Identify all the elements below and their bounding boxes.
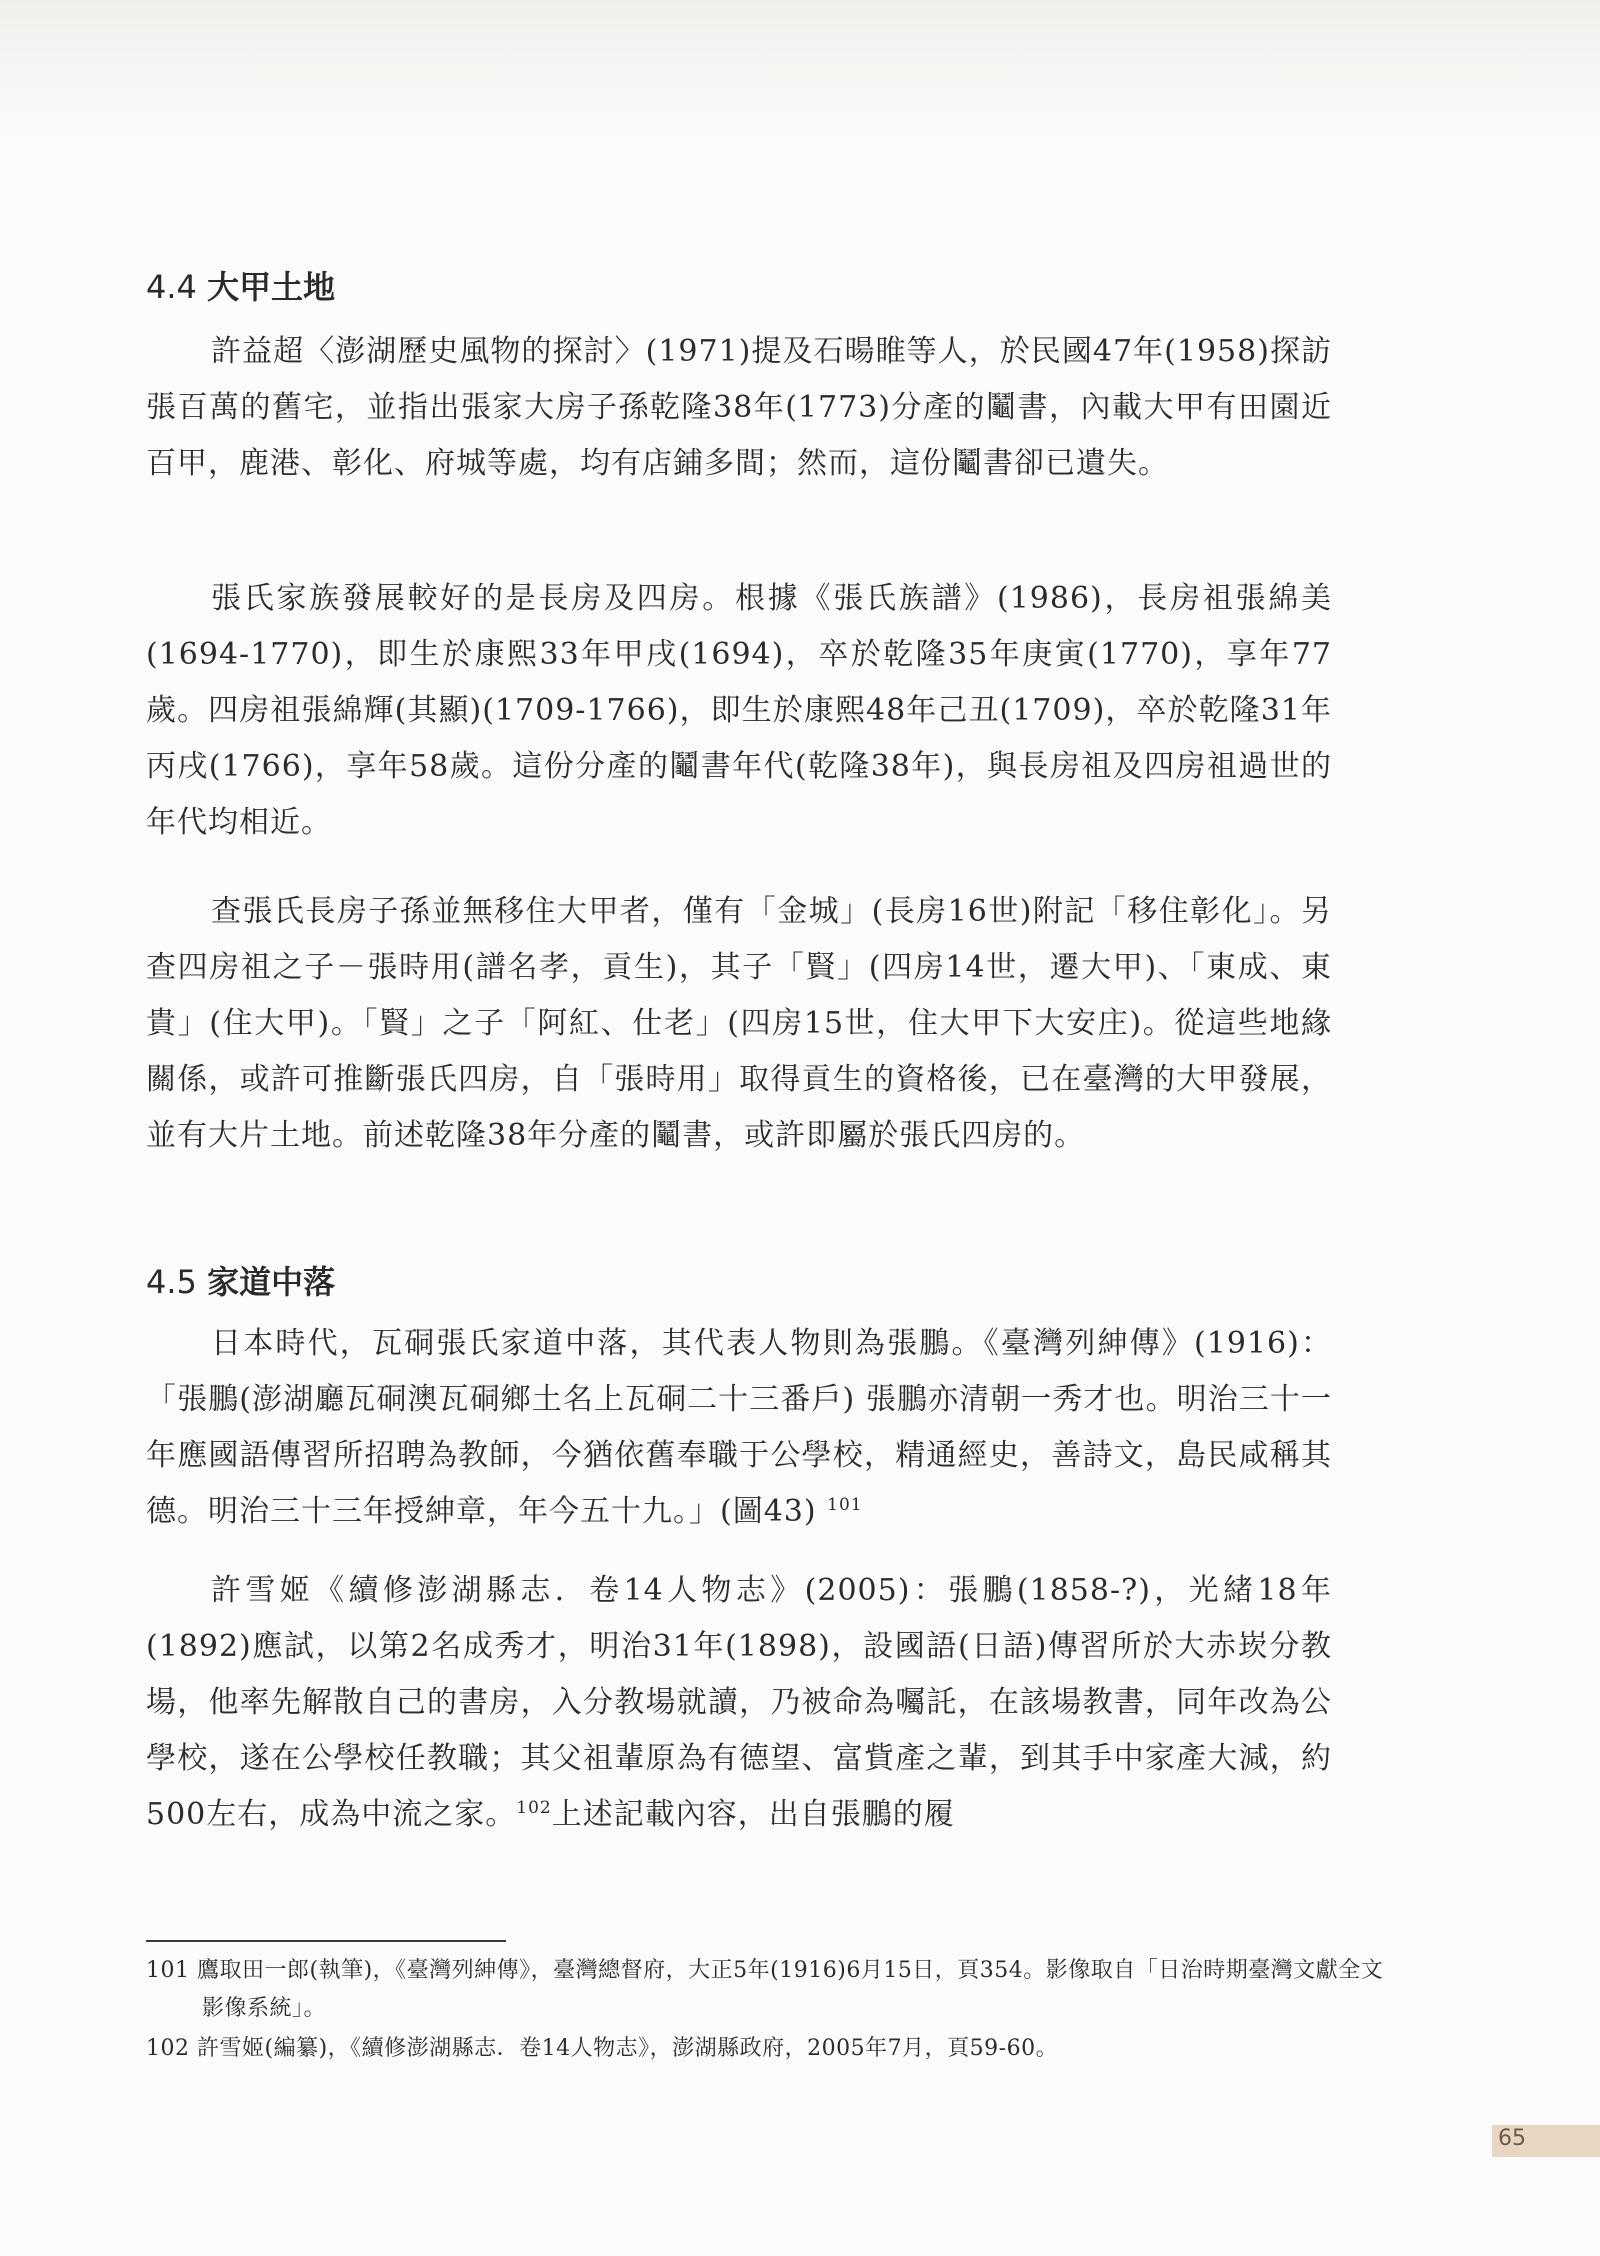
section-number: 4.4	[146, 268, 197, 306]
footnote-reference[interactable]: 101	[827, 1495, 863, 1515]
footnote-text: 許雪姬(編纂)，《續修澎湖縣志．卷14人物志》，澎湖縣政府，2005年7月，頁59-60。	[197, 2036, 1059, 2061]
page-scan-shading	[0, 0, 1600, 140]
body-paragraph	[146, 1316, 1332, 1540]
footnote	[146, 1952, 1392, 2028]
section-heading-4-5	[146, 1257, 335, 1303]
footnote-number: 102	[146, 2036, 190, 2061]
section-heading-4-4	[146, 262, 335, 308]
body-paragraph	[146, 1563, 1332, 1843]
paragraph-text-continued: 上述記載內容，出自張鵬的履	[551, 1797, 955, 1832]
paragraph-text: 日本時代，瓦硐張氏家道中落，其代表人物則為張鵬。《臺灣列紳傳》(1916)：「張鵬(澎湖廳瓦硐澳瓦硐鄉土名上瓦硐二十三番戶) 張鵬亦清朝一秀才也。明治三十一年應國語傳習所招聘為教師，今猶依舊奉職于公學校，精通經史，善詩文，島民咸稱其德。明治三十三年授紳章，年今五十九。」(圖43)	[146, 1326, 1332, 1529]
footnote-text: 鷹取田一郎(執筆)，《臺灣列紳傳》，臺灣總督府，大正5年(1916)6月15日，頁354。影像取自「日治時期臺灣文獻全文影像系統」。	[197, 1958, 1384, 2021]
footnote-divider	[146, 1940, 506, 1942]
section-title: 家道中落	[207, 1263, 336, 1301]
section-number: 4.5	[146, 1263, 197, 1301]
page-number: 65	[1498, 2126, 1526, 2151]
footnote-number: 101	[146, 1958, 190, 1983]
body-paragraph: 許益超〈澎湖歷史風物的探討〉(1971)提及石暘睢等人，於民國47年(1958)探訪張百萬的舊宅，並指出張家大房子孫乾隆38年(1773)分產的鬮書，內載大甲有田園近百甲，鹿港、彰化、府城等處，均有店鋪多間；然而，這份鬮書卻已遺失。	[146, 334, 1332, 481]
footnote-reference[interactable]: 102	[516, 1798, 552, 1818]
body-paragraph: 查張氏長房子孫並無移住大甲者，僅有「金城」(長房16世)附記「移住彰化」。另查四房祖之子－張時用(譜名孝，貢生)，其子「賢」(四房14世，遷大甲)、「東成、東貴」(住大甲)。「賢」之子「阿紅、仕老」(四房15世，住大甲下大安庄)。從這些地緣關係，或許可推斷張氏四房，自「張時用」取得貢生的資格後，已在臺灣的大甲發展，並有大片土地。前述乾隆38年分產的鬮書，或許即屬於張氏四房的。	[146, 894, 1332, 1153]
body-paragraph: 張氏家族發展較好的是長房及四房。根據《張氏族譜》(1986)，長房祖張綿美(1694-1770)，即生於康熙33年甲戌(1694)，卒於乾隆35年庚寅(1770)，享年77歲。四房祖張綿輝(其顯)(1709-1766)，即生於康熙48年己丑(1709)，卒於乾隆31年丙戌(1766)，享年58歲。這份分產的鬮書年代(乾隆38年)，與長房祖及四房祖過世的年代均相近。	[146, 581, 1332, 840]
section-title: 大甲土地	[207, 268, 336, 306]
paragraph-text: 許雪姬《續修澎湖縣志．卷14人物志》(2005)：張鵬(1858-?)，光緒18年(1892)應試，以第2名成秀才，明治31年(1898)，設國語(日語)傳習所於大赤崁分教場，他率先解散自己的書房，入分教場就讀，乃被命為囑託，在該場教書，同年改為公學校，遂在公學校任教職；其父祖輩原為有德望、富貲產之輩，到其手中家產大減，約500左右，成為中流之家。	[146, 1573, 1332, 1832]
footnote	[146, 2030, 1392, 2068]
